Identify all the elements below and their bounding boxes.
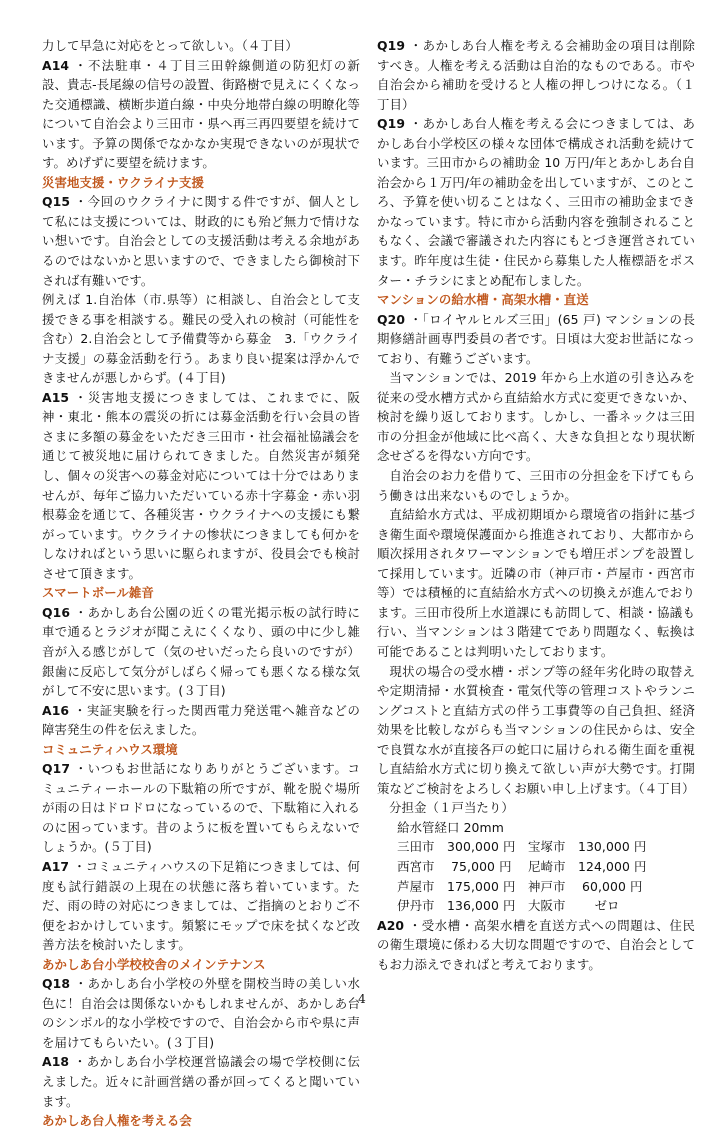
- qa-item: [42, 701, 360, 740]
- qa-item: [377, 310, 695, 369]
- qa-item: [42, 974, 360, 1052]
- fee-table-row: 芦屋市 175,000 円 神戸市 60,000 円: [389, 878, 643, 894]
- qa-item: [42, 603, 360, 701]
- paragraph: 力して早急に対応をとって欲しい。（４丁目）: [42, 38, 298, 53]
- section-heading: コミュニティハウス環境: [42, 741, 178, 757]
- qa-label: A20: [377, 917, 405, 933]
- qa-label: A18: [42, 1054, 70, 1070]
- qa-text: ・あかしあ台小学校運営協議会の場で学校側に伝えました。近々に計画営繕の番が回ってくると聞いています。: [42, 1054, 360, 1109]
- section-heading: スマートボール雑音: [42, 585, 154, 601]
- paragraph: 現状の場合の受水槽・ポンプ等の経年劣化時の取替えや定期清掃・水質検査・電気代等の管理コストやランニングコストと直結方式の伴う工事費等の自己負担、経済効果を比較しながらも当マンションの住民からは、安全で良質な水が直接各戸の蛇口に届けられる衛生面を重視し直結給水方式に切り換えて欲しい声が大勢です。打開策などご検討をよろしくお願い申し上げます。（４丁目）: [377, 663, 695, 796]
- qa-label: Q16: [42, 604, 71, 620]
- qa-label: Q20: [377, 311, 406, 327]
- qa-item: [377, 36, 695, 114]
- qa-text: ・あかしあ台公園の近くの電光掲示板の試行時に車で通るとラジオが聞こえにくくなり、頭の中に少し雑音が入る感じがして（気のせいだったら良いのですが）銀歯に反応して気分がしばらく帰っても悪くなる様な気がして不安に思います。(３丁目): [42, 604, 360, 699]
- fee-table-row: 三田市 300,000 円 宝塚市 130,000 円: [389, 839, 647, 855]
- qa-text: ・あかしあ台人権を考える会につきましては、あかしあ台小学校区の様々な団体で構成され活動を続けています。三田市からの補助金 10 万円/年とあかしあ台自治会から１万円/年の補助金を出していますが、このところ、予算を使い切ることはなく、三田市の補助金まできかなっています。特に市から活動内容を強制されることもなく、会議で審議された内容にもとづき運営されています。昨年度は生徒・住民から募集した人権標語をポスター・チラシにまとめ配布しました。: [377, 116, 695, 288]
- qa-item: [377, 916, 695, 975]
- paragraph: 直結給水方式は、平成初期頃から環境省の指針に基づき衛生面や環境保護面から推進されており、大都市から順次採用されタワーマンションでも増圧ポンプを設置して採用しています。近隣の市（神戸市・芦屋市・西宮市等）では積極的に直結給水方式への切換えが進んでおります。三田市役所上水道課にも訪問して、相談・協議も行い、当マンションは３階建てであり問題なく、転換は可能であることは判明いたしております。: [377, 507, 695, 659]
- qa-text: ・あかしあ台人権を考える会補助金の項目は削除すべき。人権を考える活動は自治的なものである。市や自治会から補助を受けると人権の押しつけになる。（１丁目）: [377, 38, 695, 112]
- qa-item: [42, 1052, 360, 1111]
- qa-item: [42, 192, 360, 290]
- fee-table-row: 分担金（１戸当たり）: [389, 800, 514, 816]
- qa-item: [42, 56, 360, 173]
- fee-table-row: 給水管経口 20mm: [389, 819, 504, 835]
- page-number: 4: [358, 992, 366, 1006]
- qa-label: Q19: [377, 116, 406, 132]
- left-column: [42, 36, 360, 1131]
- qa-text: ・今回のウクライナに関する件ですが、個人として私には支援については、財政的にも殆ど無力で情けない想いです。自治会としての支援活動は考える余地があるのではないかと思いますので、できましたら御検討下されば有難いです。: [42, 194, 360, 288]
- qa-text: ・いつもお世話になりありがとうございます。コミュニティーホールの下駄箱の所ですが、靴を脱ぐ場所が雨の日はドロドロになっているので、下駄箱に入れるのに困っています。昔のように板を置いてもらえないでしょうか。(５丁目): [42, 761, 360, 855]
- qa-item: [377, 114, 695, 290]
- qa-text: ・「ロイヤルヒルズ三田」(65 戸) マンションの長期修繕計画専門委員の者です。日頃は大変お世話になっており、有難うございます。: [377, 311, 695, 366]
- qa-label: A14: [42, 57, 70, 73]
- qa-item: [42, 388, 360, 583]
- qa-label: Q19: [377, 38, 406, 53]
- qa-text: ・コミュニティハウスの下足箱につきましては、何度も試行錯誤の上現在の状態に落ち着いています。ただ、雨の時の対応につきましては、ご指摘のとおりご不便をおかけしています。頻繁にモップで床を拭くなど改善方法を検討いたします。: [42, 858, 360, 953]
- qa-text: ・あかしあ台小学校の外壁を開校当時の美しい水色に！自治会は関係ないかもしれませんが、あかしあ台のシンボル的な小学校ですので、自治会から市や県に声を届けてもらいたい。(３丁目): [42, 976, 360, 1050]
- qa-text: ・不法駐車・４丁目三田幹線側道の防犯灯の新設、貴志-長尾線の信号の設置、街路樹で見えにくくなった交通標識、横断歩道白線・中央分地帯白線の明瞭化等について自治会より三田市・県へ再三再四要望を続けています。予算の関係でなかなか実現できないのが現状です。めげずに要望を続けます。: [42, 57, 360, 171]
- qa-text: ・実証実験を行った関西電力発送電へ雑音などの障害発生の件を伝えました。: [42, 702, 360, 738]
- paragraph: 自治会のお力を借りて、三田市の分担金を下げてもらう働きは出来ないものでしょうか。: [377, 468, 695, 503]
- qa-label: A17: [42, 858, 70, 874]
- paragraph: 当マンションでは、2019 年から上水道の引き込みを従来の受水槽方式から直結給水方式に変更できないか、検討を繰り返しております。しかし、一番ネックは三田市の分担金が他域に比べ高く、大きな負担となり現状断念せざるを得ない方向です。: [377, 370, 695, 464]
- qa-label: Q17: [42, 761, 71, 777]
- qa-label: A15: [42, 389, 70, 405]
- qa-label: Q18: [42, 976, 71, 992]
- right-column: [377, 36, 695, 974]
- section-heading: あかしあ台小学校校舎のメインテナンス: [42, 956, 266, 972]
- qa-label: Q15: [42, 194, 71, 210]
- qa-item: [42, 759, 360, 857]
- paragraph: 例えば 1.自治体（市.県等）に相談し、自治会として支援できる事を相談する。難民の受入れの検討（可能性を含む）2.自治会として予備費等から募金 3.「ウクライナ支援」の募金活動を行う。あまり良い提案は浮かんできませんが悪しからず。(４丁目): [42, 292, 360, 386]
- section-heading: 災害地支援・ウクライナ支援: [42, 174, 205, 190]
- qa-text: ・災害地支援につきましては、これまでに、阪神・東北・熊本の震災の折には募金活動を行い会員の皆さまに多額の募金をいただき三田市・社会福祉協議会を通じて被災地に届けられてきました。自然災害が頻発し、個々の災害への募金対応については十分ではありませんが、毎年ご協力いただいている赤十字募金・赤い羽根募金を通じて、各種災害・ウクライナへの支援にも繋がっています。ウクライナの惨状につきましても何かをしなければという思いに駆られますが、役員会でも検討させて頂きます。: [42, 389, 360, 581]
- fee-table: [389, 798, 695, 915]
- qa-item: [42, 857, 360, 955]
- qa-label: A16: [42, 702, 70, 718]
- qa-text: ・受水槽・高架水槽を直送方式への問題は、住民の衛生環境に係わる大切な問題ですので、自治会としてもお力添えできればと考えております。: [377, 917, 695, 972]
- fee-table-row: 伊丹市 136,000 円 大阪市 ゼロ: [389, 898, 620, 914]
- section-heading: あかしあ台人権を考える会: [42, 1113, 192, 1129]
- section-heading: マンションの給水槽・高架水槽・直送: [377, 292, 589, 308]
- fee-table-row: 西宮市 75,000 円 尼崎市 124,000 円: [389, 858, 647, 874]
